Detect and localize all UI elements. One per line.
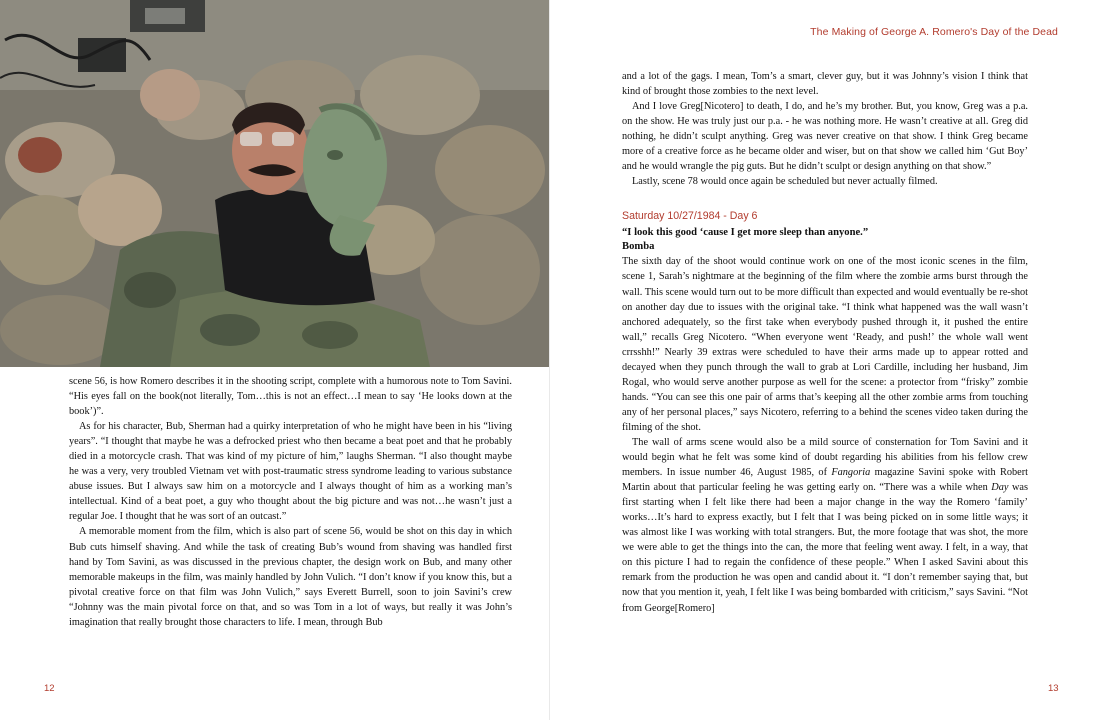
- magazine-title: Fangoria: [831, 467, 871, 479]
- text-run: The wall of arms scene would also be a mild source of consternation for Tom Savini and it would begin what he felt was some kind of doubt regarding his abilities from his fellow crew members. In issue number 46, August 1985, of: [622, 436, 1028, 479]
- behind-the-scenes-photo: [0, 0, 550, 367]
- page-number-right: 13: [1048, 683, 1059, 694]
- page-number-left: 12: [44, 683, 55, 694]
- photo-illustration: [0, 0, 550, 367]
- right-page-body: [622, 69, 1028, 616]
- paragraph: Lastly, scene 78 would once again be scheduled but never actually filmed.: [632, 176, 938, 188]
- paragraph: As for his character, Bub, Sherman had a quirky interpretation of who he might have been in his “living years”. “I thought that maybe he was a defrocked priest who then became a beat poet and that he probably died in a motorcycle crash. That was kind of my picture of him,” laughs Sherman. “I also thought maybe he was a very, very troubled Vietnam vet with post-traumatic stress syndrome leading to various substance abuse issues. But I always saw him on a motorcycle and I always thought of him as a working man’s intellectual. Kind of a beat poet, a guy who thought about the big picture and was not…he wasn’t just a regular Joe. I thought that he was sort of an outcast.”: [69, 421, 512, 523]
- epigraph-quote: “I look this good ‘cause I get more sleep than anyone.”: [622, 227, 869, 239]
- paragraph: The sixth day of the shoot would continue work on one of the most iconic scenes in the film, scene 1, Sarah’s nightmare at the beginning of the film where the zombie arms burst through the wall. This scene would turn out to be more difficult than expected and would eventually be re-shot on another day due to issues with the original take. “I think what happened was the wall wasn’t anchored adequately, so the first take when everybody pushed through it, it pushed the entire wall,” recalls Greg Nicotero. “When everyone went ‘Ready, and push!’ the whole wall went crrsshh!” Nearly 39 extras were scheduled to have their arms made up to appear rotted and decayed when they punch through the wall to grab at Lori Cardille, including her husband, Jim Rogal, who would serve another purpose as well for the scene: a protector from “frisky” zombie hands. “You can see this one pair of arms that’s keeping all the other zombie arms from touching any of her personal places,” says Nicotero, referring to a behind the scenes video taken during the filming of the shot.: [622, 256, 1028, 433]
- paragraph: and a lot of the gags. I mean, Tom’s a smart, clever guy, but it was Johnny’s vision I think that kind of brought those zombies to the next level.: [622, 71, 1028, 98]
- section-spacer: [622, 189, 1028, 209]
- section-date-heading: Saturday 10/27/1984 - Day 6: [622, 210, 758, 223]
- left-page-body: [69, 374, 512, 630]
- paragraph: And I love Greg[Nicotero] to death, I do, and he’s my brother. But, you know, Greg was a p.a. on the show. He was truly just our p.a. - he was nothing more. He wasn’t creative at all. Greg did nothing, he didn’t sculpt anything. Greg was never creative on that show. I think Greg became more of a creative force as he became older and wiser, but on that show we called him ‘Gut Boy’ and he would wrangle the pig guts. But he didn’t sculpt or design anything on that show.”: [622, 101, 1028, 173]
- film-title: Day: [991, 482, 1009, 494]
- running-head: The Making of George A. Romero's Day of the Dead: [810, 26, 1058, 38]
- paragraph: [622, 435, 1028, 616]
- epigraph-attribution: Bomba: [622, 241, 655, 253]
- paragraph: scene 56, is how Romero describes it in the shooting script, complete with a humorous note to Tom Savini. “His eyes fall on the book(not literally, Tom…this is not an effect…I mean to say ‘He looks down at the book’)”.: [69, 376, 512, 418]
- text-run: was first starting when I felt like there had been a major change in the way the Romero ‘family’ works…It’s hard to express exactly, but I felt that I was being picked on in some little ways; it was almost like I was working with total strangers. But, the more footage that was shot, the more we were able to get the things into the can, the more that feeling went away. I felt, in a way, that on this picture I had to regain the confidence of these people.” When I asked Savini about this remark from the production he was open and candid about it. “I don’t remember saying that, but now that you mention it, yeah, I felt like I was being bombarded with criticism,” says Savini. “Not from George[Romero]: [622, 482, 1028, 614]
- text-run: magazine Savini spoke with Robert Martin about that particular feeling he was getting early on. “There was a while when: [622, 467, 1028, 494]
- paragraph: A memorable moment from the film, which is also part of scene 56, would be shot on this day in which Bub cuts himself shaving. And while the task of creating Bub’s wound from shaving was handled first hand by Tom Savini, as was discussed in the previous chapter, the design work on Bub, and many other memorable makeups in the film, was mainly handled by John Vulich. “I don’t know if you know this, but a pivotal creative force on that film was John Vulich,” says Everett Burrell, soon to join Savini’s crew “Johnny was the main pivotal force on that, and so was Tom in a lot of ways, but really it was John’s imagination that really brought those characters to life. I mean, through Bub: [69, 526, 512, 628]
